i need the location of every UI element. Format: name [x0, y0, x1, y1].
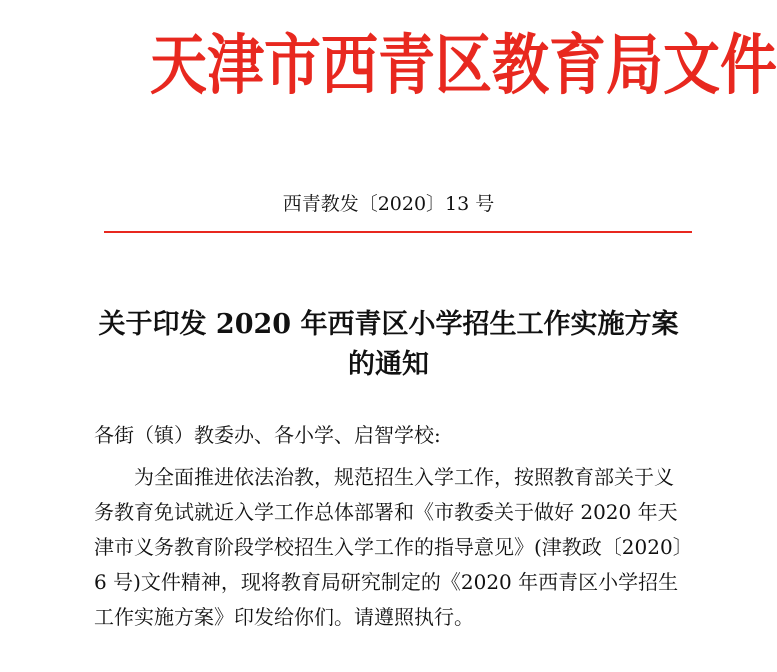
- body-line: 为全面推进依法治教，规范招生入学工作，按照教育部关于义: [134, 465, 674, 489]
- document-title-line-1: 关于印发 2020 年西青区小学招生工作实施方案: [98, 309, 679, 340]
- body-line: 工作实施方案》印发给你们。请遵照执行。: [94, 605, 474, 629]
- document-title: [60, 305, 717, 385]
- document-number: 西青教发〔2020〕13 号: [282, 193, 495, 215]
- body-line: 务教育免试就近入学工作总体部署和《市教委关于做好 2020 年天: [94, 500, 678, 524]
- body-line: 6 号)文件精神，现将教育局研究制定的《2020 年西青区小学招生: [94, 570, 679, 594]
- document-title-line-2: 的通知: [348, 349, 429, 380]
- body-line: 津市义务教育阶段学校招生入学工作的指导意见》(津教政〔2020〕: [94, 535, 693, 559]
- body-paragraph: [94, 460, 704, 635]
- document-masthead: 天津市西青区教育局文件: [150, 26, 777, 104]
- salutation: 各街（镇）教委办、各小学、启智学校:: [94, 423, 441, 447]
- red-divider-line: [104, 231, 692, 233]
